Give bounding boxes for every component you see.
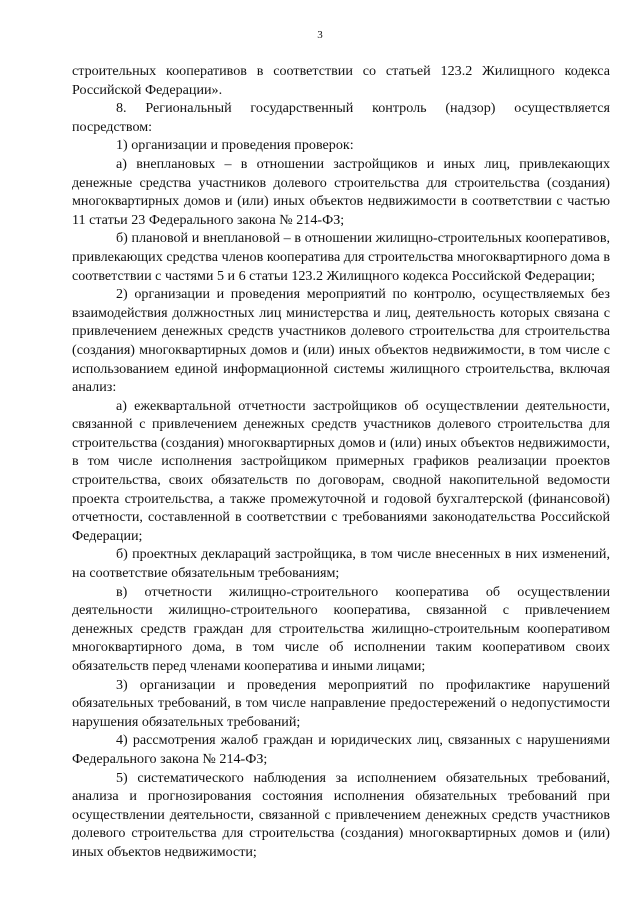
paragraph-item-2: 2) организации и проведения мероприятий по контролю, осуществляемых без взаимодействия должностных лиц министерства и лиц, деятельность которых связана с привлечением денежных средств участников долевого строительства для строительства (создания) многоквартирных домов и (или) иных объектов недвижимости, в том числе с использованием единой информационной системы жилищного строительства, включая анализ: <box>72 286 610 396</box>
document-body <box>72 62 610 862</box>
paragraph-item-1a: а) внеплановых – в отношении застройщиков и иных лиц, привлекающих денежные средства участников долевого строительства для строительства (создания) многоквартирных домов и (или) иных объектов недвижимости в соответствии с частью 11 статьи 23 Федерального закона № 214-ФЗ; <box>72 155 610 228</box>
page-number: 3 <box>317 29 323 41</box>
paragraph-item-2v: в) отчетности жилищно-строительного кооператива об осуществлении деятельности жилищно-строительного кооператива, связанной с привлечением денежных средств граждан для строительства жилищно-строительным кооперативом многоквартирного дома, в том числе об исполнении таким кооперативом своих обязательств перед членами кооператива и иными лицами; <box>72 583 610 674</box>
paragraph-continuation: строительных кооперативов в соответствии со статьей 123.2 Жилищного кодекса Российской Федерации». <box>72 63 610 98</box>
paragraph-item-1b: б) плановой и внеплановой – в отношении жилищно-строительных кооперативов, привлекающих средства членов кооператива для строительства многоквартирного дома в соответствии с частями 5 и 6 статьи 123.2 Жилищного кодекса Российской Федерации; <box>72 230 610 284</box>
paragraph-item-8: 8. Региональный государственный контроль (надзор) осуществляется посредством: <box>72 100 610 135</box>
paragraph-item-1: 1) организации и проведения проверок: <box>116 137 354 154</box>
paragraph-item-2a: а) ежеквартальной отчетности застройщиков об осуществлении деятельности, связанной с привлечением денежных средств участников долевого строительства для строительства (создания) многоквартирных домов и (или) иных объектов недвижимости, в том числе исполнения застройщиком примерных графиков реализации проектов строительства, своих обязательств по договорам, сводной накопительной ведомости проекта строительства, а также промежуточной и годовой бухгалтерской (финансовой) отчетности, составленной в соответствии с требованиями законодательства Российской Федерации; <box>72 397 610 544</box>
paragraph-item-5: 5) систематического наблюдения за исполнением обязательных требований, анализа и прогнозирования состояния исполнения обязательных требований при осуществлении деятельности, связанной с привлечением денежных средств участников долевого строительства для строительства (создания) многоквартирных домов и (или) иных объектов недвижимости; <box>72 769 610 860</box>
paragraph-item-2b: б) проектных деклараций застройщика, в том числе внесенных в них изменений, на соответствие обязательным требованиям; <box>72 546 610 582</box>
paragraph-item-3: 3) организации и проведения мероприятий по профилактике нарушений обязательных требований, в том числе направление предостережений о недопустимости нарушения обязательных требований; <box>72 676 610 730</box>
paragraph-item-4: 4) рассмотрения жалоб граждан и юридических лиц, связанных с нарушениями Федерального закона № 214-ФЗ; <box>72 732 610 767</box>
